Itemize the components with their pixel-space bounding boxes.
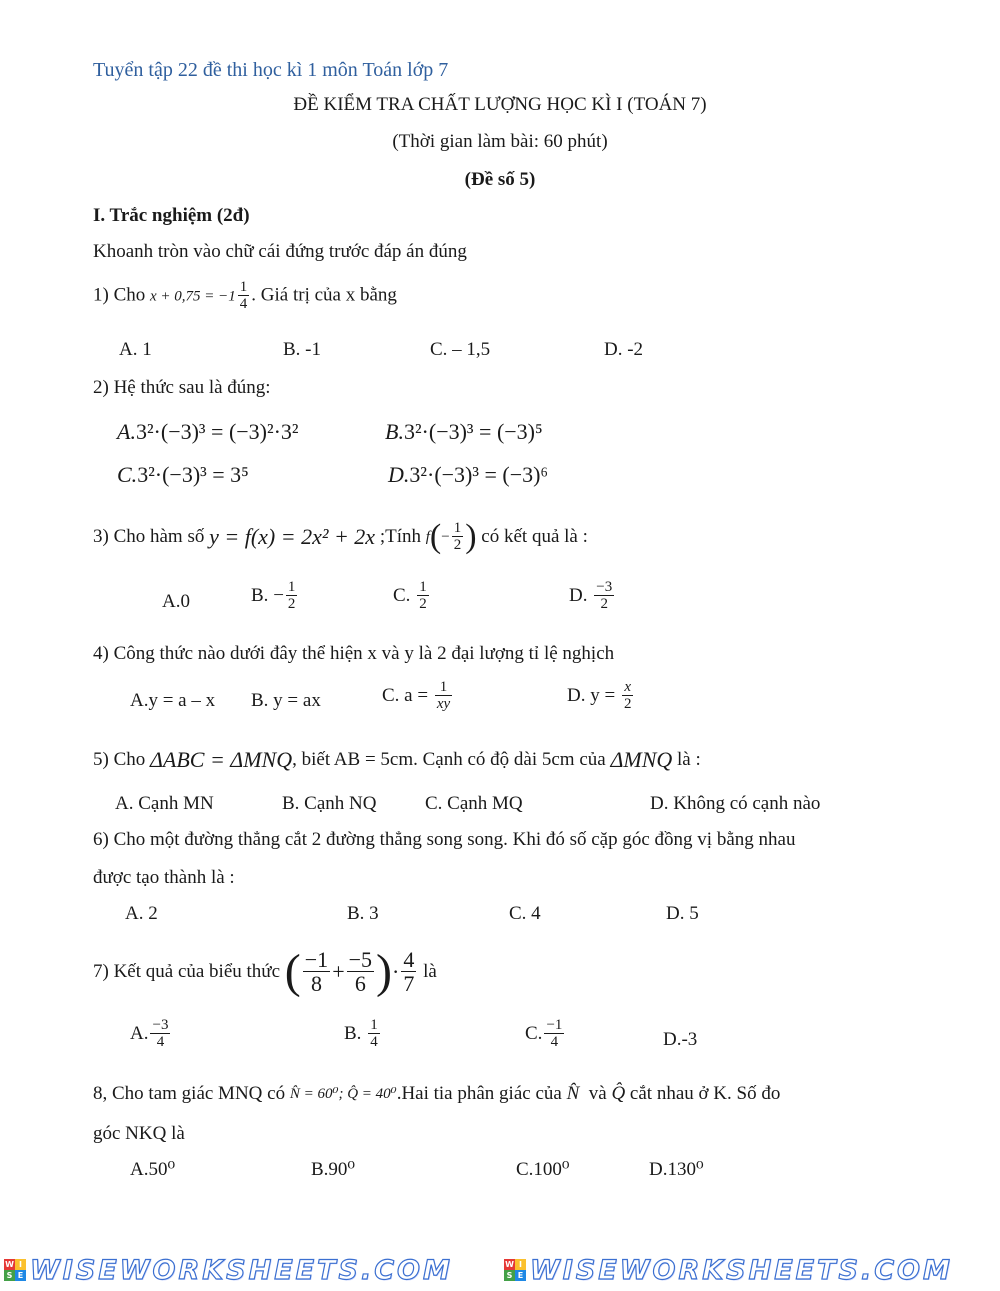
q2-expr-a: 3²·(−3)³ = (−3)²·3²	[135, 419, 299, 444]
question-7: 7) Kết quả của biểu thức ( $\frac{-1}{8}$ + $\frac{-5}{6}$ ) · $\frac{4}{7}$ là	[93, 945, 437, 998]
q6-option-a[interactable]: A. 2	[125, 903, 158, 924]
q4-option-c[interactable]	[382, 680, 454, 712]
q1-option-c[interactable]: C. – 1,5	[430, 339, 491, 360]
q7-a-num: −3	[152, 1017, 169, 1033]
q3-suffix: có kết quả là :	[481, 526, 588, 547]
time-note: (Thời gian làm bài: 60 phút)	[392, 131, 608, 152]
q7-c-num: −1	[546, 1017, 563, 1033]
q4-option-b[interactable]: B. y = ax	[251, 690, 321, 711]
q1-frac-num: 1	[239, 279, 248, 295]
q3-option-b[interactable]: B. − $\frac{1}{2}$	[251, 579, 296, 612]
q8-angle-n: N̂	[566, 1083, 580, 1104]
q3-arg-num: 1	[453, 520, 462, 536]
q3-c-den: 2	[419, 596, 427, 612]
q3-prefix: 3) Cho hàm số	[93, 526, 205, 547]
series-title: Tuyển tập 22 đề thi học kì 1 môn Toán lớp 7	[93, 59, 449, 81]
q7-c-label: C.	[525, 1023, 543, 1044]
q8-option-d[interactable]: D.130⁰	[649, 1159, 704, 1180]
q7-option-c[interactable]	[525, 1018, 566, 1050]
q7-a-label: A.	[130, 1023, 149, 1044]
question-1	[93, 280, 397, 312]
q3-option-c[interactable]	[393, 580, 431, 612]
q8-angle-q: Q̂	[611, 1083, 626, 1104]
q5-option-a[interactable]: A. Cạnh MN	[115, 793, 214, 814]
q5-option-c[interactable]: C. Cạnh MQ	[425, 793, 523, 814]
q4-d-den: 2	[623, 696, 632, 712]
question-8-line2: góc NKQ là	[93, 1123, 185, 1144]
q8-angles: N̂ = 60⁰; Q̂ = 40⁰	[289, 1086, 397, 1102]
q4-c-den: xy	[436, 696, 451, 712]
q2-label-b: B.	[385, 419, 404, 444]
q3-d-den: 2	[594, 595, 614, 612]
q3-d-num: −3	[596, 579, 613, 595]
question-6-line2: được tạo thành là :	[93, 867, 235, 888]
q4-c-label: C. a =	[382, 685, 429, 706]
question-6-line1: 6) Cho một đường thẳng cắt 2 đường thẳng song song. Khi đó số cặp góc đồng vị bằng nhau	[93, 829, 796, 850]
q3-b-den: 2	[287, 596, 296, 612]
q1-frac-den: 4	[239, 296, 248, 312]
q7-c-den: 4	[544, 1033, 564, 1050]
watermark-logo-icon: W I S E	[4, 1259, 26, 1281]
q7-f2-den: 6	[347, 971, 374, 995]
q1-option-a[interactable]: A. 1	[119, 339, 152, 360]
q3-mid: ;Tính	[379, 526, 421, 547]
q2-expr-c: 3²·(−3)³ = 3⁵	[137, 462, 249, 487]
question-3: 3) Cho hàm số y = f(x) = 2x² + 2x ;Tính f ( − $\frac{1}{2}$ ) có kết quả là :	[93, 518, 588, 555]
q7-f1-den: 8	[303, 971, 330, 995]
q7-b-den: 4	[370, 1034, 378, 1050]
q8-option-a[interactable]: A.50⁰	[130, 1159, 176, 1180]
q1-option-b[interactable]: B. -1	[283, 339, 321, 360]
q3-b-num: 1	[287, 579, 296, 595]
q4-option-a[interactable]: A.y = a – x	[130, 690, 216, 711]
q1-prefix: 1) Cho	[93, 284, 146, 306]
q3-function: y = f(x) = 2x² + 2x	[209, 524, 376, 549]
question-5	[93, 748, 701, 772]
exam-title: ĐỀ KIỂM TRA CHẤT LƯỢNG HỌC KÌ I (TOÁN 7)	[293, 94, 707, 115]
q8-option-c[interactable]: C.100⁰	[516, 1159, 570, 1180]
q5-option-b[interactable]: B. Cạnh NQ	[282, 793, 377, 814]
question-8-line1	[93, 1082, 780, 1106]
q3-c-num: 1	[419, 579, 427, 595]
q7-b-num: 1	[370, 1017, 378, 1033]
q2-label-c: C.	[117, 462, 138, 487]
q3-option-a[interactable]: A.0	[162, 591, 190, 612]
q2-option-b[interactable]	[385, 419, 543, 445]
q3-d-label: D.	[569, 585, 588, 606]
question-4: 4) Công thức nào dưới đây thể hiện x và y là 2 đại lượng tỉ lệ nghịch	[93, 643, 615, 664]
q8-suffix: cắt nhau ở K. Số đo	[629, 1083, 781, 1104]
q8-option-b[interactable]: B.90⁰	[311, 1159, 356, 1180]
q2-expr-d: 3²·(−3)³ = (−3)⁶	[409, 462, 549, 487]
q5-expr1: ΔABC = ΔMNQ	[150, 747, 293, 772]
q7-f3-num: 4	[403, 947, 415, 972]
q7-option-a[interactable]	[130, 1018, 172, 1050]
q7-a-den: 4	[150, 1033, 170, 1050]
q7-suffix: là	[423, 961, 437, 982]
q3-arg-fraction	[452, 521, 464, 553]
q6-option-d[interactable]: D. 5	[666, 903, 699, 924]
q5-option-d[interactable]: D. Không có cạnh nào	[650, 793, 821, 814]
q6-option-c[interactable]: C. 4	[509, 903, 541, 924]
q4-c-num: 1	[439, 679, 448, 695]
q4-d-num: x	[624, 679, 632, 695]
q4-option-d[interactable]	[567, 680, 635, 712]
watermark-left	[4, 1252, 453, 1288]
watermark-logo-icon: W I S E	[504, 1259, 526, 1281]
q7-f1-num: −1	[304, 947, 329, 972]
q8-prefix: 8, Cho tam giác MNQ có	[93, 1083, 286, 1104]
q2-option-c[interactable]	[117, 462, 249, 488]
exam-number: (Đề số 5)	[464, 169, 536, 190]
q7-option-d[interactable]: D.-3	[663, 1029, 698, 1050]
q2-option-a[interactable]	[117, 419, 299, 445]
q4-d-label: D. y =	[567, 685, 616, 706]
q2-expr-b: 3²·(−3)³ = (−3)⁵	[403, 419, 543, 444]
q7-f3-den: 7	[403, 971, 415, 996]
q6-option-b[interactable]: B. 3	[347, 903, 379, 924]
q1-expression: x + 0,75 = −1	[150, 288, 236, 305]
q7-f2-num: −5	[348, 947, 373, 972]
q5-suffix: là :	[677, 749, 701, 770]
q3-arg-den: 2	[453, 537, 462, 553]
q5-prefix: 5) Cho	[93, 749, 146, 770]
question-2: 2) Hệ thức sau là đúng:	[93, 377, 271, 398]
q3-option-d[interactable]	[569, 580, 616, 612]
q3-c-label: C.	[393, 585, 411, 606]
q1-fraction	[238, 280, 250, 312]
q2-option-d[interactable]	[388, 462, 548, 488]
q1-option-d[interactable]: D. -2	[604, 339, 644, 360]
q8-mid: .Hai tia phân giác của	[396, 1083, 562, 1104]
q5-mid: , biết AB = 5cm. Cạnh có độ dài 5cm của	[292, 749, 606, 770]
q3-b-label: B.	[251, 585, 269, 606]
q1-suffix: . Giá trị của x bằng	[251, 284, 397, 306]
q5-expr2: ΔMNQ	[610, 747, 673, 772]
q7-option-b[interactable]	[344, 1018, 382, 1050]
instruction: Khoanh tròn vào chữ cái đứng trước đáp án đúng	[93, 241, 467, 262]
watermark-text: WISEWORKSHEETS.COM	[30, 1254, 453, 1286]
q8-and: và	[588, 1083, 607, 1104]
watermark-text: WISEWORKSHEETS.COM	[530, 1254, 953, 1286]
q7-prefix: 7) Kết quả của biểu thức	[93, 961, 281, 982]
q2-label-a: A.	[117, 419, 136, 444]
q7-b-label: B.	[344, 1023, 362, 1044]
watermark-right	[504, 1252, 953, 1288]
section-heading: I. Trắc nghiệm (2đ)	[93, 205, 250, 226]
q2-label-d: D.	[388, 462, 410, 487]
